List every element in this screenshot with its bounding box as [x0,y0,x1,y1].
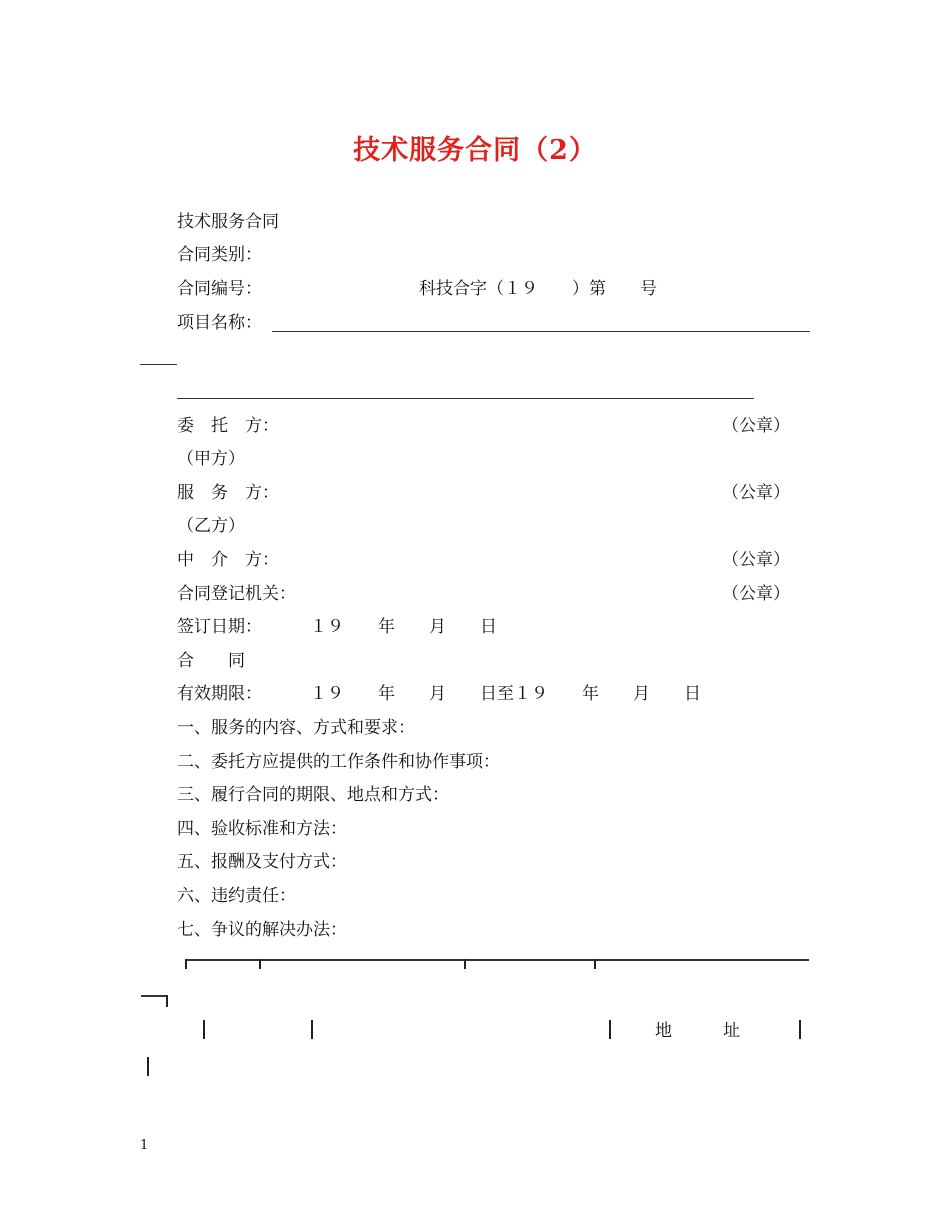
table-cell-border [311,1020,313,1039]
sign-date-label: 签订日期： [177,617,262,637]
table-wrap-border [141,995,168,997]
table-cell-border [609,1020,611,1039]
validity-value: １９ 年 月 日至１９ 年 月 日 [310,684,701,704]
clause-item: 四、验收标准和方法： [177,819,347,839]
document-heading: 技术服务合同 [177,212,279,232]
clause-item: 二、委托方应提供的工作条件和协作事项： [177,752,500,772]
contract-type-label: 合同类别： [177,245,262,265]
contract-word: 合 同 [177,651,245,671]
provider-label: 服 务 方： [177,483,279,503]
clause-item: 三、履行合同的期限、地点和方式： [177,785,449,805]
registry-label: 合同登记机关： [177,584,296,604]
party-b-label: （乙方） [177,516,245,536]
page-number: 1 [140,1138,149,1153]
table-border-tick [594,959,596,969]
table-border-tick [185,959,187,969]
clause-item: 五、报酬及支付方式： [177,852,347,872]
project-name-underline-2 [177,398,754,399]
intermediary-label: 中 介 方： [177,550,279,570]
table-border-tick [259,959,261,969]
table-cell-border [147,1057,149,1076]
intermediary-seal: （公章） [722,550,790,570]
project-name-label: 项目名称： [177,313,262,333]
clause-item: 六、违约责任： [177,886,296,906]
contract-no-value: 科技合字（１９ ）第 号 [419,279,657,299]
table-border-tick [464,959,466,969]
table-cell-border [203,1020,205,1039]
contract-no-label: 合同编号： [177,279,262,299]
provider-seal: （公章） [722,483,790,503]
client-seal: （公章） [722,416,790,436]
table-border-tick [166,995,168,1007]
party-a-label: （甲方） [177,449,245,469]
table-top-border [185,959,809,961]
document-title: 技术服务合同（2） [353,135,597,166]
sign-date-value: １９ 年 月 日 [310,617,497,637]
clause-item: 七、争议的解决办法： [177,920,347,940]
client-label: 委 托 方： [177,416,279,436]
registry-seal: （公章） [722,584,790,604]
table-cell-border [799,1020,801,1039]
clause-item: 一、服务的内容、方式和要求： [177,718,415,738]
project-name-underline [272,331,810,332]
project-name-underline-wrap [140,364,177,365]
table-address-cell: 地 址 [655,1021,740,1041]
validity-label: 有效期限： [177,684,262,704]
